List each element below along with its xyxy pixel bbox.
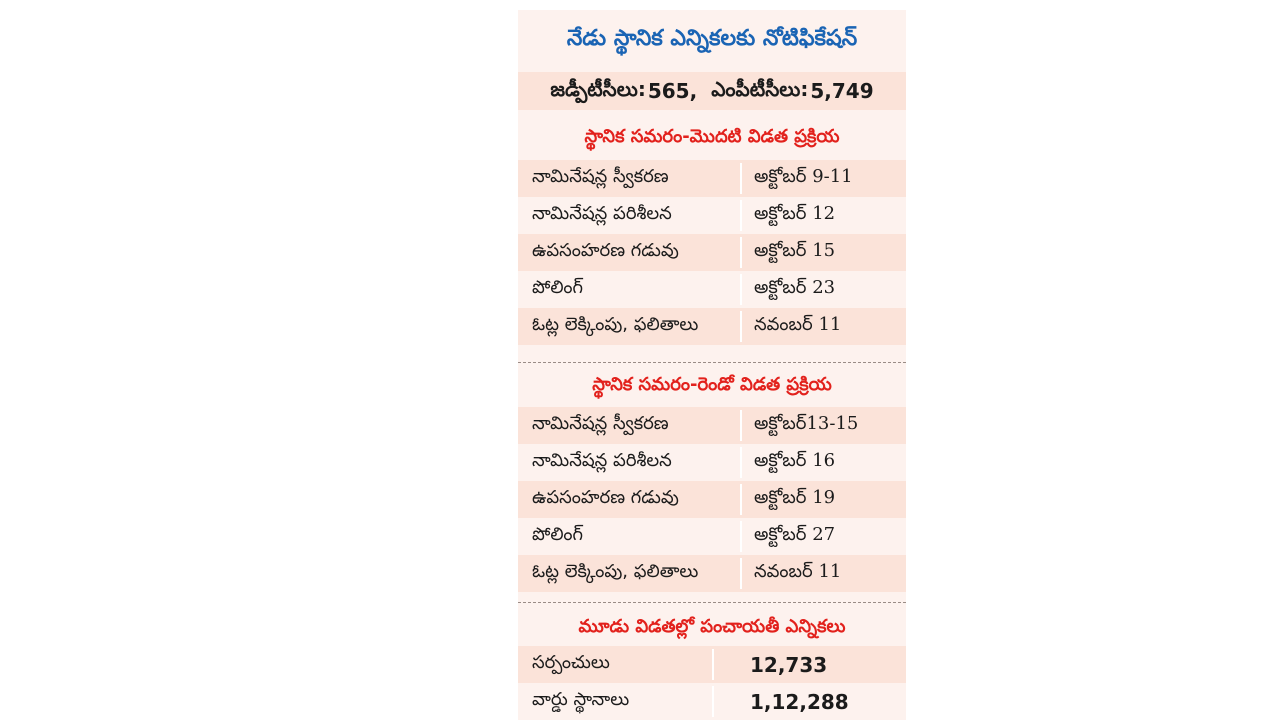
column-divider [740,447,742,478]
row-value: నవంబర్ 11 [754,314,842,335]
row-value: అక్టోబర్ 12 [754,203,836,224]
table-row [518,234,906,271]
row-label: నామినేషన్ల స్వీకరణ [532,166,669,187]
table-row [518,444,906,481]
row-value: అక్టోబర్ 27 [754,524,836,545]
column-divider [740,200,742,231]
section-separator [518,602,906,603]
mptc-value: 5,749 [810,79,874,103]
row-label: పోలింగ్ [532,277,583,298]
row-label: సర్పంచులు [532,652,610,673]
election-infobox [518,10,906,720]
column-divider [712,649,714,680]
table-row [518,271,906,308]
row-label: వార్డు స్థానాలు [532,689,630,710]
phase2-heading: స్థానిక సమరం-రెండో విడత ప్రక్రియ [592,373,832,395]
table-row [518,308,906,345]
panchayat-heading: మూడు విడతల్లో పంచాయతీ ఎన్నికలు [578,615,846,637]
table-row [518,407,906,444]
row-label: ఉపసంహరణ గడువు [532,240,679,261]
row-value: అక్టోబర్ 16 [754,450,836,471]
row-label: నామినేషన్ల స్వీకరణ [532,413,669,434]
row-label: నామినేషన్ల పరిశీలన [532,203,672,224]
table-row [518,160,906,197]
row-value: అక్టోబర్ 9-11 [754,166,853,187]
column-divider [740,237,742,268]
row-label: పోలింగ్ [532,524,583,545]
column-divider [712,686,714,717]
row-value: నవంబర్ 11 [754,561,842,582]
table-row [518,481,906,518]
table-row [518,197,906,234]
table-row [518,518,906,555]
column-divider [740,163,742,194]
row-value: అక్టోబర్ 23 [754,277,836,298]
column-divider [740,484,742,515]
row-value: అక్టోబర్ 15 [754,240,836,261]
infobox-title: నేడు స్థానిక ఎన్నికలకు నోటిఫికేషన్ [566,26,858,51]
row-value: అక్టోబర్13-15 [754,413,859,434]
row-value: 12,733 [750,652,828,677]
column-divider [740,274,742,305]
seat-counts-bar [518,72,906,110]
row-value: 1,12,288 [750,689,849,714]
column-divider [740,521,742,552]
row-label: ఓట్ల లెక్కింపు, ఫలితాలు [532,561,699,582]
mptc-label: ఎంపీటీసీలు: [711,76,809,101]
row-label: ఓట్ల లెక్కింపు, ఫలితాలు [532,314,699,335]
section-separator [518,362,906,363]
column-divider [740,558,742,589]
table-row [518,646,906,683]
row-label: ఉపసంహరణ గడువు [532,487,679,508]
row-label: నామినేషన్ల పరిశీలన [532,450,672,471]
row-value: అక్టోబర్ 19 [754,487,836,508]
column-divider [740,410,742,441]
phase1-heading: స్థానిక సమరం-మొదటి విడత ప్రక్రియ [584,125,840,147]
table-row [518,683,906,720]
column-divider [740,311,742,342]
zptc-value: 565, [647,79,698,103]
table-row [518,555,906,592]
zptc-label: జడ్పీటీసీలు: [550,76,646,101]
